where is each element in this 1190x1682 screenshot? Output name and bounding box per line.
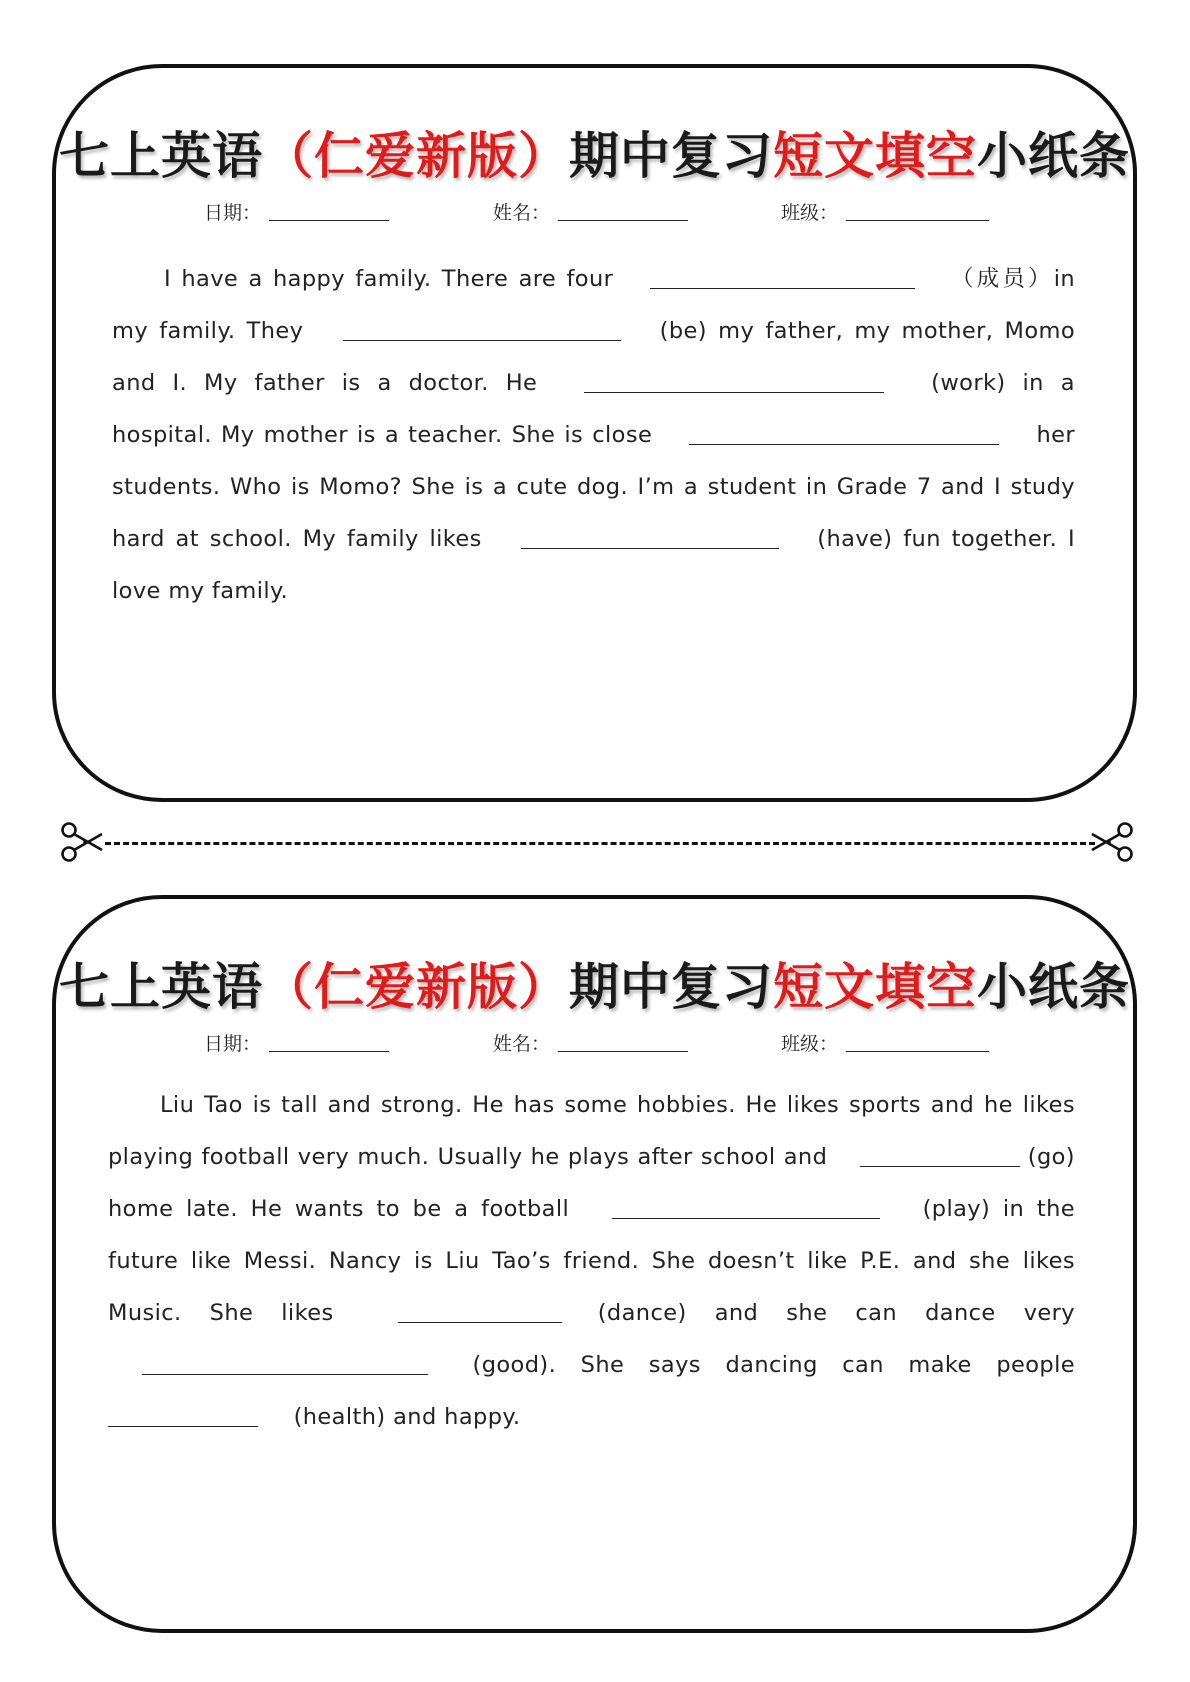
title-part-edition: （仁爱新版） (263, 957, 569, 1016)
answer-blank-1[interactable] (860, 1142, 1020, 1167)
title-part-note: 小纸条 (977, 126, 1130, 185)
info-row (56, 198, 1133, 228)
passage-text: (play) in the future like Messi. Nancy is Liu Tao’s friend. She doesn’t like P.E. and she likes Music. She likes (108, 1196, 1076, 1326)
title-part-grade: 七上英语 (59, 126, 263, 185)
name-field (493, 198, 688, 225)
answer-blank-2[interactable] (343, 316, 621, 341)
name-field (493, 1029, 688, 1056)
name-label: 姓名： (493, 202, 551, 224)
answer-blank-3[interactable] (584, 368, 884, 393)
title-part-note: 小纸条 (977, 957, 1130, 1016)
name-input-line[interactable] (558, 1033, 688, 1052)
answer-blank-4[interactable] (689, 420, 999, 445)
scissors-icon (1090, 820, 1134, 864)
date-input-line[interactable] (269, 1033, 389, 1052)
passage-text: （成员）in my family. They (112, 266, 1076, 344)
date-input-line[interactable] (269, 202, 389, 221)
answer-blank-4[interactable] (142, 1350, 428, 1375)
title-part-review: 期中复习 (569, 126, 773, 185)
passage-text: (dance) and she can dance very (597, 1300, 1076, 1326)
class-field (781, 1029, 989, 1056)
title-part-review: 期中复习 (569, 957, 773, 1016)
passage-text: (health) and happy. (293, 1404, 521, 1430)
title-part-task: 短文填空 (773, 126, 977, 185)
title-part-task: 短文填空 (773, 957, 977, 1016)
note-card-2 (52, 895, 1137, 1633)
date-label: 日期： (204, 1033, 262, 1055)
class-input-line[interactable] (846, 202, 989, 221)
passage-text: (good). She says dancing can make people (472, 1352, 1075, 1378)
date-label: 日期： (204, 202, 262, 224)
passage-text: (be) my father, my mother, Momo and I. My father is a doctor. He (112, 318, 1075, 396)
answer-blank-5[interactable] (521, 524, 779, 549)
answer-blank-5[interactable] (108, 1402, 258, 1427)
name-label: 姓名： (493, 1033, 551, 1055)
title-part-edition: （仁爱新版） (263, 126, 569, 185)
card-title (56, 116, 1133, 188)
passage-2 (108, 1079, 1075, 1443)
class-field (781, 198, 989, 225)
scissors-icon (60, 820, 104, 864)
name-input-line[interactable] (558, 202, 688, 221)
passage-1 (112, 253, 1075, 617)
title-part-grade: 七上英语 (59, 957, 263, 1016)
card-title (56, 947, 1133, 1019)
class-label: 班级： (781, 1033, 839, 1055)
passage-text: Liu Tao is tall and strong. He has some hobbies. He likes sports and he likes playing football very much. Usually he plays after school and (108, 1092, 1075, 1170)
date-field (204, 198, 389, 225)
class-label: 班级： (781, 202, 839, 224)
answer-blank-1[interactable] (650, 264, 915, 289)
answer-blank-2[interactable] (612, 1194, 880, 1219)
passage-text: I have a happy family. There are four (164, 266, 614, 292)
answer-blank-3[interactable] (398, 1298, 562, 1323)
note-card-1 (52, 64, 1137, 802)
cut-line (105, 842, 1095, 845)
class-input-line[interactable] (846, 1033, 989, 1052)
info-row (56, 1029, 1133, 1059)
passage-text: (go) home late. He wants to be a football (108, 1144, 1075, 1222)
passage-text: her students. Who is Momo? She is a cute dog. I’m a student in Grade 7 and I study hard at school. My family likes (112, 422, 1075, 552)
passage-text: (work) in a hospital. My mother is a teacher. She is close (112, 370, 1075, 448)
date-field (204, 1029, 389, 1056)
passage-text: (have) fun together. I love my family. (112, 526, 1075, 604)
